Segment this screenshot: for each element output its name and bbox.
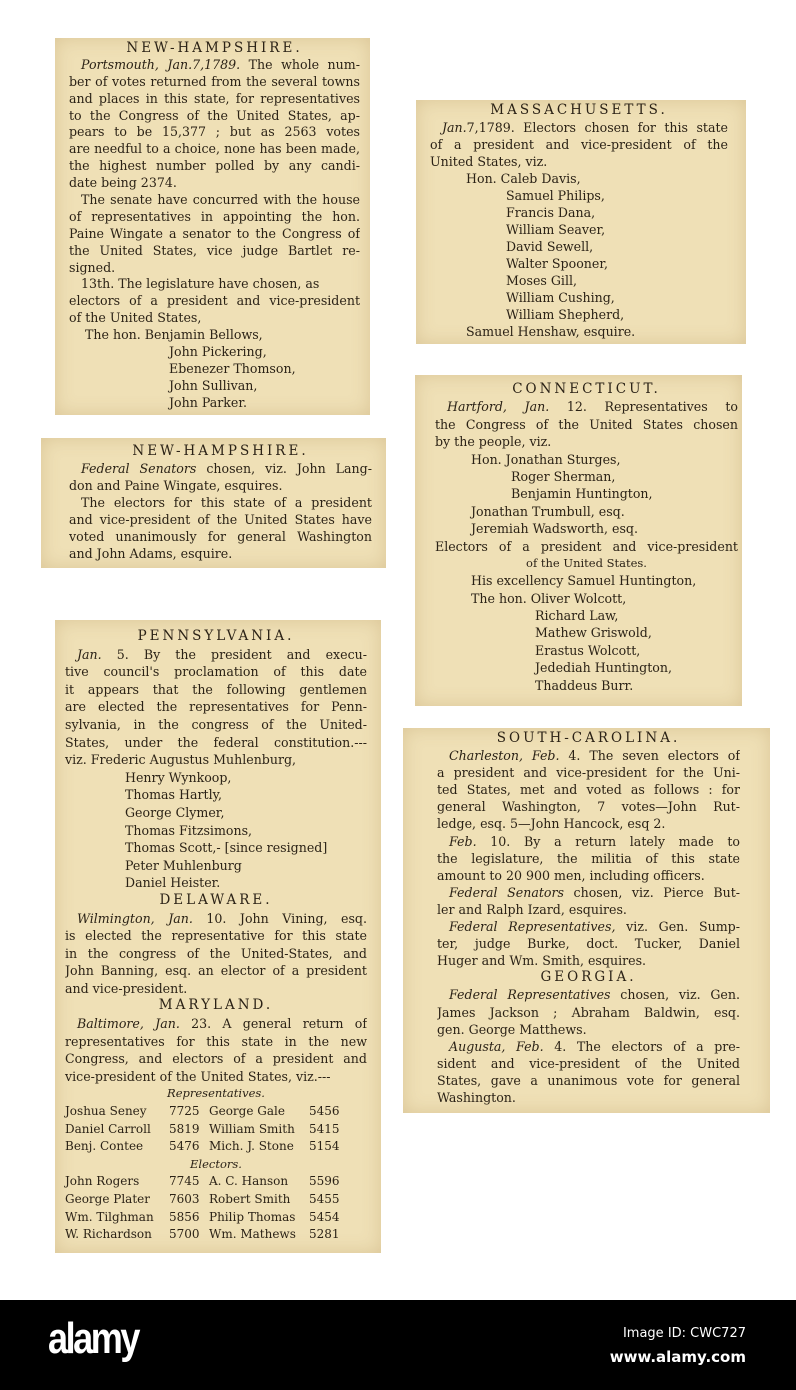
line-text: Hon. Caleb Davis,: [466, 171, 581, 186]
text-line: [435, 538, 738, 555]
italic-dateline: Jan.: [442, 120, 467, 135]
line-text: chosen, viz. Gen.: [610, 987, 740, 1003]
clipping-new-hampshire-votes: [55, 38, 370, 415]
line-text: 5. By the president and execu-: [101, 646, 367, 662]
text-line: [69, 124, 360, 141]
line-text: 10. John Vining, esq.: [192, 910, 367, 926]
text-line: [69, 276, 360, 293]
text-line: [437, 764, 740, 781]
vote-count: 5154: [309, 1139, 340, 1154]
vote-count: 5476: [169, 1139, 200, 1154]
line-text: 7,1789. Electors chosen for this state: [466, 120, 728, 135]
line-text: George Clymer,: [125, 804, 225, 820]
line-text: Washington.: [437, 1089, 516, 1105]
line-text: Moses Gill,: [506, 273, 578, 288]
line-text: and John Adams, esquire.: [69, 546, 233, 561]
line-text: Thomas Hartly,: [125, 787, 223, 803]
text-line: [435, 520, 738, 537]
line-text: is elected the representative for this state: [65, 928, 367, 944]
text-line: [65, 1068, 367, 1086]
line-text: Walter Spooner,: [506, 256, 608, 271]
line-text: a president and vice-president for the Uni-: [437, 765, 740, 781]
italic-dateline: Federal Senators: [449, 884, 564, 900]
text-line: [437, 1089, 740, 1106]
text-line: [430, 306, 728, 323]
text-line: [435, 398, 738, 415]
candidate-name: Daniel Carroll: [65, 1121, 151, 1136]
candidate-name: Robert Smith: [209, 1192, 291, 1206]
line-text: ter, judge Burke, doct. Tucker, Daniel: [437, 936, 740, 952]
line-text: The senate have concurred with the house: [81, 192, 360, 208]
italic-dateline: Hartford, Jan.: [447, 399, 550, 415]
line-text: Paine Wingate a senator to the Congress of: [69, 225, 360, 241]
line-text: to the Congress of the United States, ap-: [69, 107, 360, 123]
line-text: representatives for this state in the new: [65, 1033, 367, 1049]
line-text: MARYLAND.: [158, 997, 274, 1014]
line-text: Samuel Philips,: [506, 188, 605, 203]
text-line: [430, 238, 728, 255]
line-text: in the congress of the United-States, and: [65, 945, 367, 961]
text-line: [65, 698, 367, 716]
text-line: [69, 545, 372, 562]
line-text: tive council's proclamation of this date: [65, 664, 367, 680]
line-text: ledge, esq. 5—John Hancock, esq 2.: [437, 816, 666, 832]
text-line: [430, 255, 728, 272]
section-heading: [65, 997, 367, 1015]
text-line: [437, 815, 740, 832]
clipping-pennsylvania-delaware-maryland: [55, 620, 381, 1253]
text-line: [437, 884, 740, 901]
line-text: Samuel Henshaw, esquire.: [466, 324, 636, 339]
line-text: pears to be 15,377 ; but as 2563 votes: [69, 124, 360, 140]
watermark-footer: [0, 1300, 796, 1390]
line-text: Electors of a president and vice-president: [435, 538, 738, 554]
line-text: Thomas Fitzsimons,: [125, 822, 253, 838]
italic-dateline: Charleston, Feb.: [449, 748, 560, 764]
line-text: CONNECTICUT.: [512, 381, 661, 397]
text-line: [65, 663, 367, 681]
section-heading: [430, 102, 728, 119]
text-line: [437, 833, 740, 850]
text-line: [69, 395, 360, 412]
line-text: The electors for this state of a president: [81, 495, 372, 510]
candidate-name: A. C. Hanson: [209, 1174, 289, 1189]
text-line: [430, 323, 728, 340]
line-text: 23. A general return of: [179, 1016, 367, 1032]
text-line: [437, 901, 740, 918]
italic-dateline: Federal Senators: [81, 461, 197, 476]
line-text: Huger and Wm. Smith, esquires.: [437, 953, 647, 969]
text-line: [435, 642, 738, 659]
line-text: of a president and vice-president of the: [430, 137, 728, 152]
line-text: Erastus Wolcott,: [535, 642, 641, 658]
text-line: [69, 528, 372, 545]
text-line: [69, 226, 360, 243]
text-line: [437, 1004, 740, 1021]
line-text: John Sullivan,: [169, 377, 258, 393]
vote-count: 7603: [169, 1192, 200, 1206]
line-text: general Washington, 7 votes—John Rut-: [437, 799, 740, 815]
text-line: [69, 209, 360, 226]
line-text: Congress, and electors of a president and: [65, 1051, 367, 1067]
line-text: PENNSYLVANIA.: [137, 628, 295, 644]
text-line: [69, 327, 360, 344]
text-line: [435, 607, 738, 624]
text-line: [430, 272, 728, 289]
text-line: [69, 108, 360, 125]
candidate-name: Wm. Mathews: [209, 1227, 296, 1242]
text-line: [65, 874, 367, 892]
text-line: [65, 962, 367, 980]
line-text: Jedediah Huntington,: [535, 660, 672, 676]
vote-count: 5415: [309, 1121, 340, 1136]
line-text: amount to 20 900 men, including officers.: [437, 867, 705, 883]
line-text: Thaddeus Burr.: [535, 677, 634, 693]
line-text: sylvania, in the congress of the United-: [65, 716, 367, 732]
line-text: of the United States.: [526, 555, 647, 570]
line-text: William Cushing,: [506, 290, 615, 305]
vote-count: 5596: [309, 1174, 340, 1189]
subheading: [435, 555, 738, 572]
section-heading: [65, 892, 367, 910]
text-line: [65, 804, 367, 822]
line-text: the highest number polled by any candi-: [69, 158, 360, 174]
candidate-name: Joshua Seney: [65, 1104, 147, 1119]
candidate-name: George Plater: [65, 1192, 150, 1206]
italic-dateline: Wilmington, Jan.: [77, 910, 193, 926]
vote-count: 5281: [309, 1227, 340, 1242]
line-text: and places in this state, for representatives: [69, 90, 360, 106]
vote-table-row: [65, 1103, 367, 1121]
line-text: 4. The seven electors of: [559, 748, 740, 764]
line-text: The hon. Benjamin Bellows,: [85, 327, 263, 343]
text-line: [435, 503, 738, 520]
text-line: [69, 494, 372, 511]
line-text: are needful to a choice, none has been made,: [69, 141, 360, 157]
text-line: [65, 839, 367, 857]
line-text: The whole num-: [240, 56, 360, 72]
italic-dateline: Federal Representatives: [449, 987, 611, 1003]
line-text: John Pickering,: [169, 344, 267, 360]
line-text: William Seaver,: [506, 222, 606, 237]
text-line: [65, 786, 367, 804]
text-line: [65, 751, 367, 769]
line-text: the Congress of the United States chosen: [435, 416, 738, 432]
text-line: [65, 769, 367, 787]
text-line: [437, 986, 740, 1003]
text-line: [65, 910, 367, 928]
italic-dateline: Jan.: [77, 646, 102, 662]
vote-table-row: [65, 1209, 367, 1227]
line-text: signed.: [69, 259, 116, 275]
line-text: Ebenezer Thomson,: [169, 360, 296, 376]
candidate-name: Wm. Tilghman: [65, 1209, 154, 1224]
line-text: Electors.: [190, 1156, 242, 1171]
text-line: [69, 91, 360, 108]
text-line: [65, 822, 367, 840]
italic-dateline: Baltimore, Jan.: [77, 1016, 180, 1032]
text-line: [435, 624, 738, 641]
line-text: Roger Sherman,: [511, 468, 616, 484]
clipping-massachusetts: [416, 100, 746, 344]
line-text: 4. The electors of a pre-: [543, 1038, 740, 1054]
text-line: [437, 850, 740, 867]
text-line: [435, 572, 738, 589]
line-text: date being 2374.: [69, 175, 177, 191]
line-text: it appears that the following gentlemen: [65, 681, 367, 697]
vote-count: 5455: [309, 1192, 340, 1206]
line-text: ber of votes returned from the several towns: [69, 73, 360, 89]
line-text: DELAWARE.: [159, 891, 273, 908]
text-line: [430, 136, 728, 153]
text-line: [430, 170, 728, 187]
text-line: [65, 1015, 367, 1033]
vote-count: 5819: [169, 1121, 200, 1136]
line-text: Mathew Griswold,: [535, 625, 652, 641]
line-text: voted unanimously for general Washington: [69, 529, 372, 544]
section-heading: [69, 443, 372, 460]
line-text: Benjamin Huntington,: [511, 486, 653, 502]
line-text: States, under the federal constitution.---: [65, 734, 367, 750]
italic-dateline: Federal Representatives,: [449, 919, 616, 935]
vote-table-row: [65, 1191, 367, 1209]
line-text: Jonathan Trumbull, esq.: [471, 503, 625, 519]
text-line: [69, 57, 360, 74]
subheading: [65, 1156, 367, 1174]
text-line: [437, 747, 740, 764]
line-text: are elected the representatives for Penn-: [65, 699, 367, 715]
subheading: [65, 1085, 367, 1103]
italic-dateline: Portsmouth, Jan.7,1789.: [81, 56, 241, 72]
candidate-name: John Rogers: [65, 1174, 140, 1189]
text-line: [437, 867, 740, 884]
section-heading: [69, 40, 360, 57]
vote-count: 7725: [169, 1104, 200, 1119]
line-text: chosen, viz. John Lang-: [196, 461, 372, 476]
section-heading: [437, 730, 740, 747]
text-line: [430, 204, 728, 221]
line-text: William Shepherd,: [506, 307, 625, 322]
text-line: [69, 175, 360, 192]
line-text: Henry Wynkoop,: [125, 769, 232, 785]
text-line: [69, 361, 360, 378]
text-line: [430, 119, 728, 136]
text-line: [437, 1021, 740, 1038]
line-text: His excellency Samuel Huntington,: [471, 573, 697, 589]
text-line: [430, 289, 728, 306]
line-text: Representatives.: [167, 1086, 265, 1101]
alamy-logo: alamy: [48, 1314, 139, 1363]
text-line: [435, 590, 738, 607]
vote-table-row: [65, 1121, 367, 1139]
line-text: Thomas Scott,- [since resigned]: [125, 840, 328, 856]
text-line: [65, 1033, 367, 1051]
text-line: [437, 952, 740, 969]
text-line: [69, 243, 360, 260]
line-text: viz. Gen. Sump-: [615, 919, 740, 935]
italic-dateline: Augusta, Feb.: [449, 1038, 544, 1054]
line-text: John Parker.: [169, 394, 248, 410]
text-line: [65, 927, 367, 945]
line-text: of representatives in appointing the hon.: [69, 208, 360, 224]
section-heading: [437, 969, 740, 986]
candidate-name: Benj. Contee: [65, 1139, 144, 1154]
candidate-name: George Gale: [209, 1104, 285, 1119]
text-line: [435, 416, 738, 433]
text-line: [69, 344, 360, 361]
line-text: 13th. The legislature have chosen, as: [81, 276, 320, 292]
line-text: chosen, viz. Pierce But-: [563, 884, 740, 900]
line-text: NEW-HAMPSHIRE.: [132, 443, 309, 459]
line-text: David Sewell,: [506, 239, 594, 254]
text-line: [65, 857, 367, 875]
line-text: the United States, vice judge Bartlet re-: [69, 242, 360, 258]
line-text: 12. Representatives to: [549, 399, 738, 415]
line-text: 10. By a return lately made to: [476, 833, 740, 849]
line-text: electors of a president and vice-president: [69, 293, 360, 309]
line-text: by the people, viz.: [435, 434, 552, 450]
line-text: gen. George Matthews.: [437, 1021, 587, 1037]
text-line: [69, 477, 372, 494]
vote-count: 5454: [309, 1209, 340, 1224]
text-line: [69, 74, 360, 91]
text-line: [65, 980, 367, 998]
text-line: [437, 781, 740, 798]
text-line: [435, 659, 738, 676]
line-text: the legislature, the militia of this state: [437, 850, 740, 866]
line-text: Jeremiah Wadsworth, esq.: [471, 521, 638, 537]
text-line: [437, 1055, 740, 1072]
line-text: Daniel Heister.: [125, 875, 221, 891]
text-line: [435, 433, 738, 450]
clipping-south-carolina-georgia: [403, 728, 770, 1113]
line-text: ler and Ralph Izard, esquires.: [437, 901, 627, 917]
line-text: SOUTH-CAROLINA.: [496, 730, 681, 746]
text-line: [69, 192, 360, 209]
text-line: [65, 1050, 367, 1068]
line-text: Richard Law,: [535, 608, 619, 624]
line-text: States, gave a unanimous vote for general: [437, 1072, 740, 1088]
vote-count: 5456: [309, 1104, 340, 1119]
line-text: viz. Frederic Augustus Muhlenburg,: [65, 752, 297, 768]
candidate-name: William Smith: [209, 1121, 295, 1136]
line-text: The hon. Oliver Wolcott,: [471, 590, 627, 606]
text-line: [65, 716, 367, 734]
line-text: and vice-president.: [65, 980, 188, 996]
vote-count: 5856: [169, 1209, 200, 1224]
line-text: Peter Muhlenburg: [125, 857, 242, 873]
line-text: GEORGIA.: [540, 969, 637, 986]
vote-count: 5700: [169, 1227, 200, 1242]
italic-dateline: Feb.: [449, 833, 477, 849]
text-line: [435, 468, 738, 485]
text-line: [430, 153, 728, 170]
text-line: [69, 293, 360, 310]
text-line: [65, 681, 367, 699]
text-line: [435, 485, 738, 502]
text-line: [69, 158, 360, 175]
text-line: [430, 221, 728, 238]
text-line: [435, 451, 738, 468]
candidate-name: Philip Thomas: [209, 1209, 296, 1224]
vote-table-row: [65, 1138, 367, 1156]
line-text: of the United States,: [69, 310, 202, 326]
text-line: [69, 511, 372, 528]
text-line: [69, 260, 360, 277]
line-text: NEW-HAMPSHIRE.: [126, 40, 303, 56]
text-line: [69, 460, 372, 477]
text-line: [437, 798, 740, 815]
candidate-name: W. Richardson: [65, 1227, 152, 1242]
text-line: [435, 677, 738, 694]
text-line: [437, 918, 740, 935]
text-line: [437, 935, 740, 952]
image-id-label: Image ID: CWC727: [622, 1326, 746, 1341]
line-text: ted States, met and voted as follows : for: [437, 782, 740, 798]
line-text: James Jackson ; Abraham Baldwin, esq.: [437, 1004, 740, 1020]
clipping-connecticut: [415, 375, 742, 706]
line-text: vice-president of the United States, viz.---: [65, 1068, 331, 1084]
text-line: [69, 310, 360, 327]
line-text: MASSACHUSETTS.: [490, 102, 668, 118]
candidate-name: Mich. J. Stone: [209, 1139, 294, 1154]
section-heading: [435, 381, 738, 398]
text-line: [65, 945, 367, 963]
section-heading: [65, 628, 367, 646]
line-text: Francis Dana,: [506, 205, 596, 220]
line-text: United States, viz.: [430, 154, 548, 169]
line-text: John Banning, esq. an elector of a president: [65, 963, 367, 979]
text-line: [437, 1038, 740, 1055]
line-text: don and Paine Wingate, esquires.: [69, 478, 283, 493]
text-line: [437, 1072, 740, 1089]
text-line: [430, 187, 728, 204]
text-line: [65, 734, 367, 752]
line-text: Hon. Jonathan Sturges,: [471, 451, 621, 467]
line-text: and vice-president of the United States have: [69, 512, 372, 527]
vote-count: 7745: [169, 1174, 200, 1189]
text-line: [69, 141, 360, 158]
line-text: sident and vice-president of the United: [437, 1055, 740, 1071]
clipping-new-hampshire-senators: [41, 438, 386, 568]
site-url: www.alamy.com: [609, 1348, 746, 1366]
text-line: [69, 378, 360, 395]
vote-table-row: [65, 1173, 367, 1191]
text-line: [65, 646, 367, 664]
vote-table-row: [65, 1226, 367, 1244]
